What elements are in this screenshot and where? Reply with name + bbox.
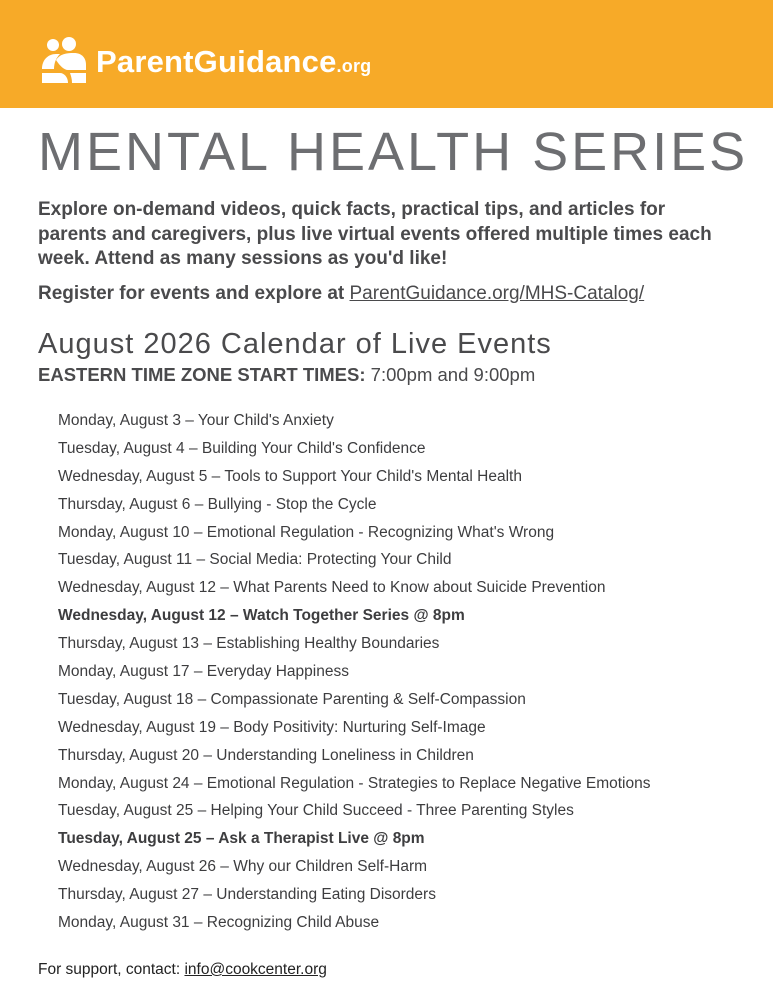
- timezone-line: [38, 362, 535, 388]
- event-item: Thursday, August 13 – Establishing Healthy Boundaries: [58, 635, 440, 653]
- event-item: Wednesday, August 5 – Tools to Support Your Child's Mental Health: [58, 467, 522, 485]
- event-item: Tuesday, August 25 – Ask a Therapist Live @ 8pm: [58, 830, 425, 848]
- register-line: [38, 281, 644, 307]
- event-item: Tuesday, August 18 – Compassionate Parenting & Self-Compassion: [58, 690, 526, 708]
- page-title: MENTAL HEALTH SERIES: [38, 122, 749, 182]
- event-item: Tuesday, August 25 – Helping Your Child Succeed - Three Parenting Styles: [58, 802, 574, 820]
- event-item: Wednesday, August 12 – What Parents Need to Know about Suicide Prevention: [58, 579, 606, 597]
- intro-text: Explore on-demand videos, quick facts, practical tips, and articles for parents and caregivers, plus live virtual events offered multiple times each week. Attend as many sessions as you'd like!: [38, 199, 712, 269]
- family-icon: [38, 36, 90, 88]
- event-item: Monday, August 17 – Everyday Happiness: [58, 663, 349, 681]
- event-item: Tuesday, August 4 – Building Your Child's Confidence: [58, 439, 426, 457]
- event-list: [58, 407, 758, 937]
- event-item: Monday, August 10 – Emotional Regulation - Recognizing What's Wrong: [58, 523, 555, 541]
- event-item: Wednesday, August 26 – Why our Children Self-Harm: [58, 858, 428, 876]
- event-item: Thursday, August 6 – Bullying - Stop the Cycle: [58, 495, 377, 513]
- event-item: Thursday, August 27 – Understanding Eating Disorders: [58, 886, 436, 904]
- support-line: [38, 958, 327, 982]
- brand-name: ParentGuidance.org: [96, 44, 372, 79]
- event-item: Wednesday, August 19 – Body Positivity: Nurturing Self-Image: [58, 718, 486, 736]
- catalog-link[interactable]: ParentGuidance.org/MHS-Catalog/: [349, 283, 645, 304]
- event-item: Monday, August 31 – Recognizing Child Abuse: [58, 914, 380, 932]
- event-item: Monday, August 24 – Emotional Regulation - Strategies to Replace Negative Emotions: [58, 774, 651, 792]
- event-item: Tuesday, August 11 – Social Media: Protecting Your Child: [58, 551, 452, 569]
- timezone-label: EASTERN TIME ZONE START TIMES:: [38, 364, 366, 385]
- header-band: [0, 0, 773, 108]
- brand-suffix: .org: [336, 56, 372, 76]
- register-lead: Register for events and explore at: [38, 283, 345, 304]
- support-email-link[interactable]: info@cookcenter.org: [184, 961, 327, 978]
- event-item: Thursday, August 20 – Understanding Loneliness in Children: [58, 746, 474, 764]
- event-item: Monday, August 3 – Your Child's Anxiety: [58, 412, 334, 429]
- support-lead: For support, contact:: [38, 961, 181, 978]
- brand-logo[interactable]: [38, 36, 371, 88]
- timezone-times: 7:00pm and 9:00pm: [370, 364, 536, 385]
- calendar-title: August 2026 Calendar of Live Events: [38, 328, 552, 360]
- event-item: Wednesday, August 12 – Watch Together Series @ 8pm: [58, 607, 465, 625]
